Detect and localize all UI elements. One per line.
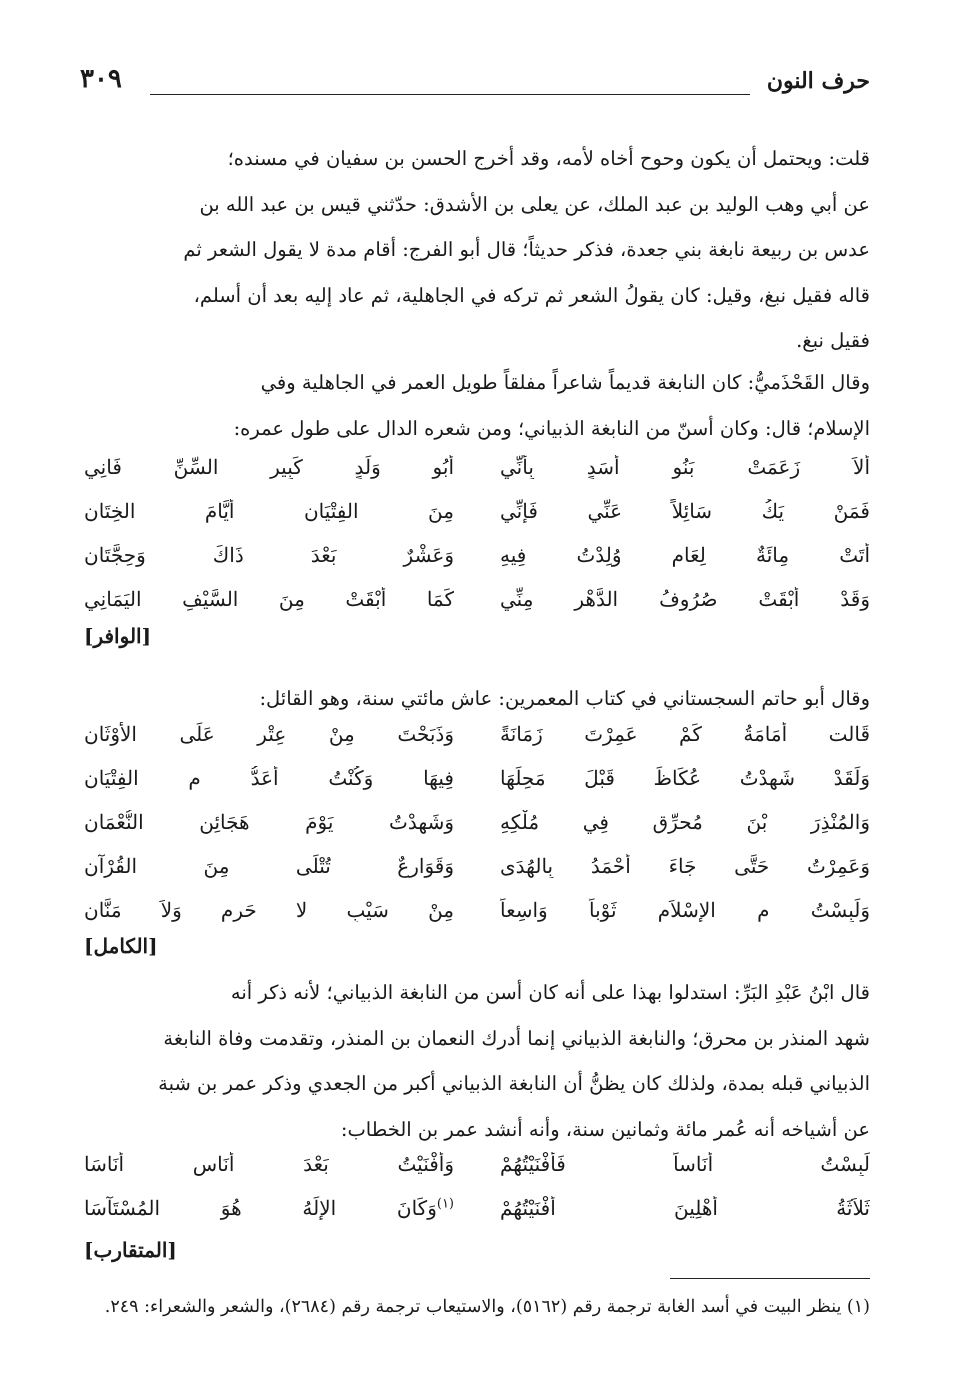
text-line: قاله فقيل نبغ، وقيل: كان يقولُ الشعر ثم تركه في الجاهلية، ثم عاد إليه بعد أن أسلم، xyxy=(193,283,870,307)
poem-1 xyxy=(84,455,870,631)
text-line: وقال القَحْذَميُّ: كان النابغة قديماً شاعراً مفلقاً طويل العمر في الجاهلية وفي xyxy=(260,371,870,394)
second-hemistich: مِنْ سَيْبِ لا حَرِمٍ وَلاَ مَنَّانِ xyxy=(84,898,454,922)
first-hemistich: لَبِسْتُ أنَاساً فَأفْنَيْتُهُمْ xyxy=(500,1152,870,1176)
verse-line xyxy=(84,766,870,810)
verse-line xyxy=(84,1196,870,1240)
second-hemistich: وَشَهِدْتُ يَوْمَ هَجَائِنِ النُّعْمَانِ xyxy=(84,810,454,834)
first-hemistich: وَقَدْ أبْقَتْ صُرُوفُ الدَّهْرِ مِنِّي xyxy=(500,587,870,611)
verse-line xyxy=(84,587,870,631)
text-line: الذبياني قبله بمدة، ولذلك كان يظنُّ أن النابغة الذبياني أكبر من الجعدي وذكر عمر بن شبة xyxy=(158,1072,870,1095)
paragraph-2 xyxy=(84,360,870,451)
verse-line xyxy=(84,854,870,898)
verse-line xyxy=(84,898,870,942)
header-rule xyxy=(150,94,750,95)
verse-line xyxy=(84,455,870,499)
second-hemistich: وَذَبَحْتَ مِنْ عِتْرٍ عَلَى الأوْثَانِ xyxy=(84,722,454,746)
paragraph-4 xyxy=(84,970,870,1152)
page-number: ٣٠٩ xyxy=(80,64,122,94)
text-line: قال ابْنُ عَبْدِ البَرِّ: استدلوا بهذا على أنه كان أسن من النابغة الذبياني؛ لأنه ذكر أنه xyxy=(230,981,870,1004)
second-hemistich: فِيهَا وَكُنْتُ أعَدُّ م الفِتْيَانِ xyxy=(84,766,454,790)
first-hemistich: قَالت أمَامَةُ كَمْ عَمِرْتَ زَمَانَةً xyxy=(500,722,870,746)
running-header xyxy=(80,64,870,108)
text-line: عدس بن ربيعة نابغة بني جعدة، فذكر حديثاً؛ قال أبو الفرج: أقام مدة لا يقول الشعر ثم xyxy=(183,238,870,261)
hemistich-text: وَكَانَ الإلَهُ هُوَ المُسْتَآسَا xyxy=(84,1196,437,1220)
first-hemistich: وَلَبِسْتُ م الإسْلاَمِ ثَوْباً وَاسِعاً xyxy=(500,898,870,922)
chapter-title: حرف النون xyxy=(766,68,870,94)
second-hemistich: كَمَا أبْقَتْ مِنَ السَّيْفِ اليَمَانِي xyxy=(84,587,454,611)
meter-label: [المتقارب] xyxy=(84,1238,177,1262)
verse-line xyxy=(84,722,870,766)
paragraph-1 xyxy=(84,136,870,364)
second-hemistich: وَعَشْرٌ بَعْدَ ذَاكَ وَحِجَّتَانِ xyxy=(84,543,454,567)
footnote: (١) ينظر البيت في أسد الغابة ترجمة رقم (٥١٦٢)، والاستيعاب ترجمة رقم (٢٦٨٤)، والشعر والشعراء: ٢٤٩. xyxy=(104,1297,870,1317)
first-hemistich: فَمَنْ يَكُ سَائِلاً عَنِّي فَإنِّي xyxy=(500,499,870,523)
text-line: وقال أبو حاتم السجستاني في كتاب المعمرين: عاش مائتي سنة، وهو القائل: xyxy=(259,687,870,710)
poem-3 xyxy=(84,1152,870,1240)
paragraph-3 xyxy=(84,676,870,722)
verse-line xyxy=(84,499,870,543)
first-hemistich: وَعَمِرْتُ حَتَّى جَاءَ أحْمَدُ بِالهُدَى xyxy=(500,854,870,878)
verse-line xyxy=(84,810,870,854)
meter-label: [الوافر] xyxy=(84,624,152,648)
text-line: عن أشياخه أنه عُمر مائة وثمانين سنة، وأنه أنشد عمر بن الخطاب: xyxy=(340,1117,870,1141)
second-hemistich: أبُو وَلَدٍ كَبِيرِ السِّنِّ فَانِي xyxy=(84,455,454,479)
meter-label: [الكامل] xyxy=(84,934,158,958)
second-hemistich: وَقَوَارِعٌ تُتْلَى مِنَ القُرْآنِ xyxy=(84,854,454,878)
first-hemistich: وَالمُنْذِرَ بْنَ مُحرِّقٍ فِي مُلْكِهِ xyxy=(500,810,870,834)
first-hemistich: وَلَقَدْ شَهِدْتُ عُكَاظَ قَبْلَ مَحِلِّهَا xyxy=(500,766,870,790)
footnote-rule xyxy=(670,1278,870,1279)
verse-line xyxy=(84,1152,870,1196)
first-hemistich: أتَتْ مِائَةٌ لِعَامِ وُلِدْتُ فِيهِ xyxy=(500,543,870,567)
text-line: فقيل نبغ. xyxy=(796,329,870,352)
first-hemistich: ثَلاَثَةُ أهْلِينَ أفْنَيْتُهُمْ xyxy=(500,1196,870,1220)
text-line: شهد المنذر بن محرق؛ والنابغة الذبياني إنما أدرك النعمان بن المنذر، وتقدمت وفاة النابغة xyxy=(163,1026,870,1050)
text-line: قلت: ويحتمل أن يكون وحوح أخاه لأمه، وقد أخرج الحسن بن سفيان في مسنده؛ xyxy=(227,147,870,170)
second-hemistich xyxy=(84,1196,454,1220)
text-line: الإسلام؛ قال: وكان أسنّ من النابغة الذبياني؛ ومن شعره الدال على طول عمره: xyxy=(233,416,870,440)
poem-2 xyxy=(84,722,870,942)
text-line: عن أبي وهب الوليد بن عبد الملك، عن يعلى بن الأشدق: حدّثني قيس بن عبد الله بن xyxy=(199,192,870,216)
footnote-marker: (١) xyxy=(436,1196,454,1212)
second-hemistich: مِنَ الفِتْيَانِ أيَّامَ الخِتَانِ xyxy=(84,499,454,523)
first-hemistich: ألاَ زَعَمَتْ بَنُو أسَدٍ بِأنِّي xyxy=(500,455,870,479)
second-hemistich: وَأفْنَيْتُ بَعْدَ أُنَاسٍ أُنَاسَا xyxy=(84,1152,454,1176)
verse-line xyxy=(84,543,870,587)
